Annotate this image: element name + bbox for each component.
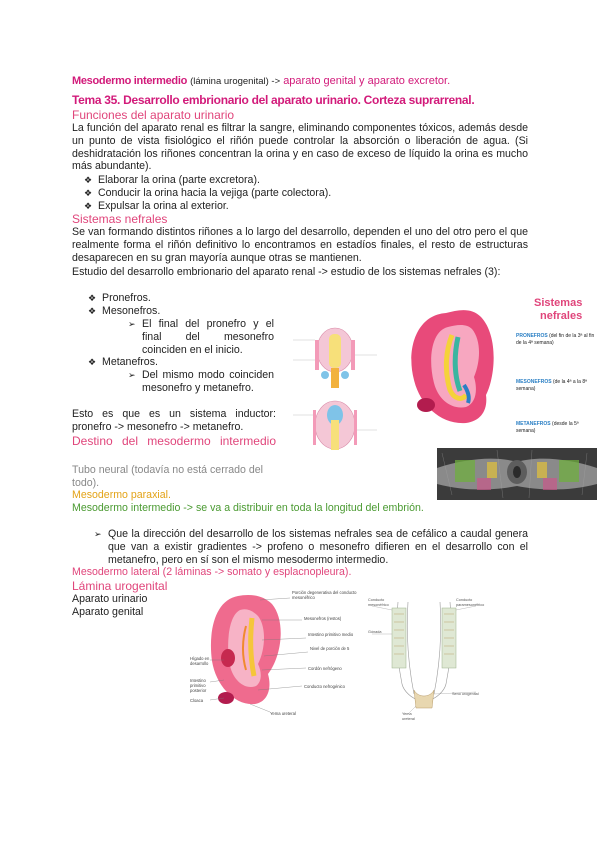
diamond-bullet-icon: ❖ [88, 293, 97, 303]
label-mesonefros-restos: Mesonefros (restos) [304, 616, 342, 621]
header-line-1 [72, 75, 542, 88]
embryo-lateral-drawing [190, 586, 365, 720]
pronefros-item: ❖ Pronefros. [88, 292, 151, 304]
micrograph-texture [437, 448, 597, 500]
nephric-schematic-figure [285, 320, 383, 460]
sistemas-heading: Sistemas nefrales [72, 212, 168, 226]
duct-drawing [368, 594, 485, 722]
list-item: ❖ Elaborar la orina (parte excretora). [84, 174, 260, 186]
label-conducto-nefrogenico: Conducto nefrogénico [304, 684, 345, 689]
micrograph-image [437, 448, 597, 500]
arrowhead-icon: ➢ [128, 370, 136, 380]
mesonefros-item: ❖ Mesonefros. [88, 305, 161, 317]
mesonefros-subitem: ➢ El final del pronefro y el final del mesonefro coinciden en el inicio. [128, 318, 274, 356]
lamina-item-urinario: Aparato urinario [72, 593, 148, 605]
paraxial-text: Mesodermo paraxial. [72, 489, 171, 501]
metanefros-item: ❖ Metanefros. [88, 356, 158, 368]
nefrales-title-2: nefrales [540, 310, 583, 322]
label-yema-ureteral-ducts: Yema ureteral [402, 712, 415, 721]
inductor-text: Esto es que es un sistema inductor: pronefro -> mesonefro -> metanefro. [72, 408, 276, 433]
schematic-bottom [313, 401, 357, 450]
label-intestino-medio: Intestino primitivo medio [308, 632, 354, 637]
arrowhead-icon: ➢ [128, 319, 136, 329]
label-yema-ureteral: Yema ureteral [270, 711, 296, 716]
label-higado: Hígado en desarrollo [190, 656, 210, 666]
diamond-bullet-icon: ❖ [88, 306, 97, 316]
tubo-neural-text: Tubo neural (todavía no está cerrado del todo). [72, 464, 264, 489]
label-porcion-degenerativa: Porción degenerativa del conducto mesonéfrico [292, 590, 357, 600]
diamond-bullet-icon: ❖ [84, 175, 93, 185]
diamond-bullet-icon: ❖ [84, 187, 93, 198]
nefrales-title-1: Sistemas [534, 297, 583, 309]
lamina-item-genital: Aparato genital [72, 606, 144, 618]
embryo-lateral-figure [190, 586, 365, 720]
funciones-paragraph: La función del aparato renal es filtrar la sangre, eliminando componentes tóxicos, además desde un punto de vista fisiológico el riñón puede controlar la absorción o liberación de agua. (Si deshidratación los riñones concentran la orina y en caso de exceso de líquido la orina es mucho más abundante). [72, 122, 528, 173]
diamond-bullet-icon: ❖ [84, 200, 93, 211]
page-title: Tema 35. Desarrollo embrionario del aparato urinario. Corteza suprarrenal. [72, 93, 475, 107]
list-item: ❖ Expulsar la orina al exterior. [84, 199, 229, 212]
intermedio-text: Mesodermo intermedio -> se va a distribuir en toda la longitud del embrión. [72, 502, 424, 514]
label-intestino-posterior: Intestino primitivo posterior [190, 678, 207, 693]
label-conducto-paramesonefrico: Conducto paramesonéfrico [456, 598, 485, 607]
label-cordon-nefrogeno: Cordón nefrógeno [308, 666, 342, 671]
funciones-bullets [84, 174, 524, 212]
pronefros-label: PRONEFROS (del fin de la 3ª al fin de la 4ª semana) [516, 333, 595, 346]
sistemas-nefrales-figure [386, 295, 596, 435]
schematic-top [315, 328, 355, 388]
funciones-heading: Funciones del aparato urinario [72, 108, 235, 122]
label-seno-urogenital: Seno urogenital [452, 692, 479, 696]
header-title: Mesodermo intermedio [72, 75, 188, 87]
sistemas-paragraph: Se van formando distintos riñones a lo largo del desarrollo, dependen el uno del otro pero el que realmente forma el riñón definitivo lo encontramos en estadíos finales, el resto de estructuras desaparecen en su gran mayoría aunque otras se mantienen. [72, 226, 528, 264]
header-subtitle: (lámina urogenital) -> [190, 76, 281, 87]
lamina-heading: Lámina urogenital [72, 579, 168, 593]
destino-heading: Destino del mesodermo intermedio [72, 434, 276, 448]
arrowhead-icon: ➢ [94, 529, 102, 539]
sistemas-estudio: Estudio del desarrollo embrionario del aparato renal -> estudio de los sistemas nefrales (3): [72, 266, 501, 278]
list-item: ❖ Conducir la orina hacia la vejiga (parte colectora). [84, 186, 332, 199]
label-nivel-porcion: Nivel de porción de 5 [310, 646, 350, 651]
metanefros-subitem: ➢ Del mismo modo coinciden mesonefro y metanefro. [128, 369, 274, 394]
label-conducto-mesonefrico: Conducto mesonéfrico [368, 598, 389, 607]
lateral-text: Mesodermo lateral (2 láminas -> somato y esplacnopleura). [72, 566, 352, 578]
metanefros-label: METANEFROS (desde la 5ª semana) [516, 421, 579, 434]
duct-system-figure [368, 594, 485, 722]
label-gonada: Gónada [368, 630, 382, 634]
diamond-bullet-icon: ❖ [88, 357, 97, 367]
header-tail: aparato genital y aparato excretor. [283, 75, 451, 87]
mesonefros-label: MESONEFROS (de la 4ª a la 8ª semana) [516, 379, 587, 392]
label-cloaca: Cloaca [190, 698, 204, 703]
direccion-item: ➢ Que la dirección del desarrollo de los sistemas nefrales sea de cefálico a caudal genera que van a existir gradientes -> profeno o mesonefro difieren en el desarrollo con el metanefro, pero en sí son el mismo mesodermo intermedio. [94, 528, 528, 566]
